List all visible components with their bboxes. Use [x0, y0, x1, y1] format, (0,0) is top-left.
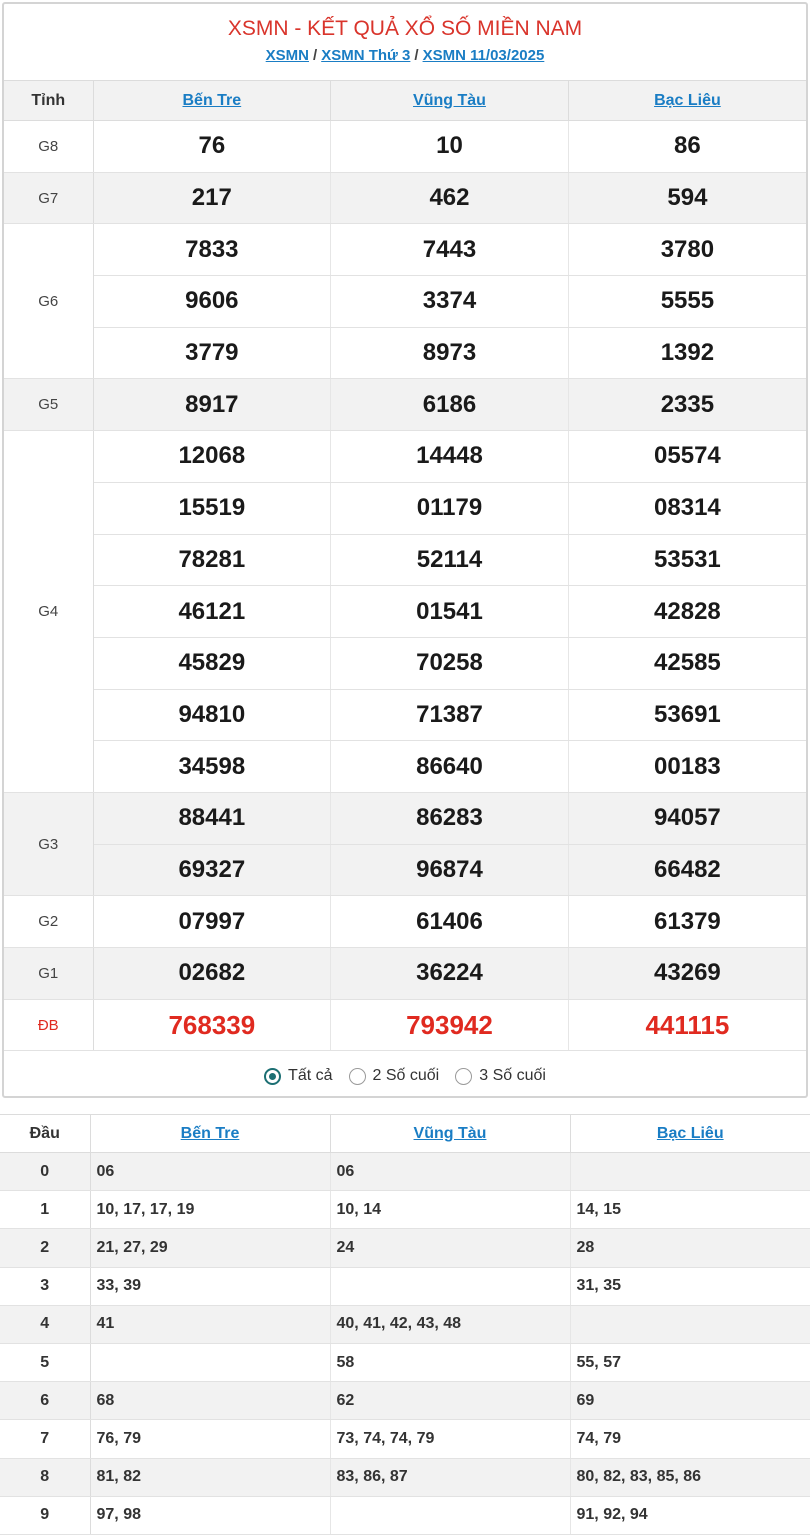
loto-head-digit: 1: [0, 1191, 90, 1229]
prize-number: 6186: [331, 379, 569, 431]
prize-row: [4, 121, 806, 173]
special-prize-number: 441115: [568, 999, 806, 1051]
loto-tail-values: [330, 1496, 570, 1534]
prize-number: 52114: [331, 534, 569, 586]
results-header-row: [4, 81, 806, 121]
loto-province-link-bac-lieu[interactable]: Bạc Liêu: [570, 1115, 810, 1153]
prize-number: 78281: [93, 534, 331, 586]
prize-row: [4, 172, 806, 224]
prize-label: G8: [4, 121, 93, 173]
filter-label: Tất cả: [288, 1067, 333, 1085]
breadcrumb-separator: /: [414, 47, 419, 64]
loto-head-digit: 2: [0, 1229, 90, 1267]
prize-row: [4, 896, 806, 948]
loto-tail-values: 21, 27, 29: [90, 1229, 330, 1267]
prize-row: [4, 586, 806, 638]
prize-row: [4, 379, 806, 431]
prize-number: 61379: [568, 896, 806, 948]
prize-row: [4, 431, 806, 483]
loto-tail-values: 80, 82, 83, 85, 86: [570, 1458, 810, 1496]
prize-row: [4, 741, 806, 793]
breadcrumb-xsmn-date[interactable]: XSMN 11/03/2025: [422, 47, 545, 64]
prize-row: [4, 637, 806, 689]
loto-tail-values: 41: [90, 1305, 330, 1343]
prize-number: 88441: [93, 792, 331, 844]
prize-number: 76: [93, 121, 331, 173]
province-link-bac-lieu[interactable]: Bạc Liêu: [568, 81, 806, 121]
prize-number: 3780: [568, 224, 806, 276]
loto-row: [0, 1343, 810, 1381]
loto-tail-values: [570, 1153, 810, 1191]
prize-number: 71387: [331, 689, 569, 741]
results-header: [4, 4, 806, 80]
prize-number: 05574: [568, 431, 806, 483]
loto-tail-values: 91, 92, 94: [570, 1496, 810, 1534]
prize-number: 1392: [568, 327, 806, 379]
results-table: [4, 80, 806, 1051]
special-prize-number: 768339: [93, 999, 331, 1051]
prize-row: [4, 327, 806, 379]
loto-row: [0, 1153, 810, 1191]
prize-number: 34598: [93, 741, 331, 793]
prize-number: 53531: [568, 534, 806, 586]
loto-tail-values: 06: [90, 1153, 330, 1191]
prize-number: 86283: [331, 792, 569, 844]
prize-number: 61406: [331, 896, 569, 948]
loto-row: [0, 1191, 810, 1229]
loto-tail-values: 55, 57: [570, 1343, 810, 1381]
prize-number: 8917: [93, 379, 331, 431]
prize-number: 3779: [93, 327, 331, 379]
prize-number: 01179: [331, 482, 569, 534]
province-link-ben-tre[interactable]: Bến Tre: [93, 81, 331, 121]
prize-number: 86: [568, 121, 806, 173]
loto-tail-values: 68: [90, 1382, 330, 1420]
prize-label: G5: [4, 379, 93, 431]
prize-number: 53691: [568, 689, 806, 741]
loto-province-link-vung-tau[interactable]: Vũng Tàu: [330, 1115, 570, 1153]
page-title: XSMN - KẾT QUẢ XỔ SỐ MIỀN NAM: [227, 17, 583, 40]
loto-head-digit: 6: [0, 1382, 90, 1420]
prize-number: 94810: [93, 689, 331, 741]
loto-row: [0, 1229, 810, 1267]
loto-head-digit: 7: [0, 1420, 90, 1458]
loto-tail-values: 24: [330, 1229, 570, 1267]
prize-number: 42828: [568, 586, 806, 638]
prize-row: [4, 792, 806, 844]
loto-row: [0, 1382, 810, 1420]
filter-label: 3 Số cuối: [479, 1067, 546, 1085]
prize-label: G2: [4, 896, 93, 948]
prize-number: 01541: [331, 586, 569, 638]
loto-tail-values: [330, 1267, 570, 1305]
prize-number: 94057: [568, 792, 806, 844]
breadcrumb-xsmn-thu3[interactable]: XSMN Thứ 3: [321, 47, 411, 64]
prize-number: 02682: [93, 948, 331, 1000]
prize-number: 12068: [93, 431, 331, 483]
filter-option-last-3[interactable]: [455, 1067, 546, 1085]
radio-unchecked-icon[interactable]: [349, 1068, 366, 1085]
prize-number: 00183: [568, 741, 806, 793]
prize-number: 66482: [568, 844, 806, 896]
loto-tail-values: 74, 79: [570, 1420, 810, 1458]
loto-tail-values: 69: [570, 1382, 810, 1420]
loto-tail-values: 06: [330, 1153, 570, 1191]
loto-tail-values: 62: [330, 1382, 570, 1420]
loto-head-digit: 5: [0, 1343, 90, 1381]
column-header-dau: Đầu: [0, 1115, 90, 1153]
loto-tail-values: 31, 35: [570, 1267, 810, 1305]
loto-tail-values: 76, 79: [90, 1420, 330, 1458]
loto-row: [0, 1458, 810, 1496]
loto-tail-values: [90, 1343, 330, 1381]
prize-number: 10: [331, 121, 569, 173]
prize-number: 86640: [331, 741, 569, 793]
prize-number: 5555: [568, 276, 806, 328]
loto-row: [0, 1420, 810, 1458]
prize-label: ĐB: [4, 999, 93, 1051]
prize-label: G1: [4, 948, 93, 1000]
radio-checked-icon[interactable]: [264, 1068, 281, 1085]
filter-label: 2 Số cuối: [372, 1067, 440, 1085]
prize-number: 8973: [331, 327, 569, 379]
loto-head-digit: 0: [0, 1153, 90, 1191]
prize-number: 7833: [93, 224, 331, 276]
prize-row: [4, 999, 806, 1051]
prize-label: G6: [4, 224, 93, 379]
loto-header-row: [0, 1115, 810, 1153]
prize-number: 42585: [568, 637, 806, 689]
prize-number: 07997: [93, 896, 331, 948]
loto-province-link-ben-tre[interactable]: Bến Tre: [90, 1115, 330, 1153]
loto-tail-values: 97, 98: [90, 1496, 330, 1534]
loto-tail-values: 28: [570, 1229, 810, 1267]
prize-number: 7443: [331, 224, 569, 276]
loto-tail-values: [570, 1305, 810, 1343]
prize-number: 96874: [331, 844, 569, 896]
loto-tail-values: 73, 74, 74, 79: [330, 1420, 570, 1458]
breadcrumb: [4, 46, 806, 66]
digit-filter-group: [4, 1051, 806, 1101]
prize-number: 43269: [568, 948, 806, 1000]
radio-unchecked-icon[interactable]: [455, 1068, 472, 1085]
loto-tail-values: 33, 39: [90, 1267, 330, 1305]
loto-tail-values: 10, 17, 17, 19: [90, 1191, 330, 1229]
breadcrumb-separator: /: [313, 47, 318, 64]
prize-number: 594: [568, 172, 806, 224]
prize-number: 14448: [331, 431, 569, 483]
loto-tail-values: 40, 41, 42, 43, 48: [330, 1305, 570, 1343]
loto-tail-values: 83, 86, 87: [330, 1458, 570, 1496]
prize-label: G4: [4, 431, 93, 793]
loto-head-digit: 4: [0, 1305, 90, 1343]
filter-option-last-2[interactable]: [349, 1067, 440, 1085]
loto-row: [0, 1496, 810, 1534]
prize-row: [4, 948, 806, 1000]
results-panel: [2, 2, 808, 1098]
prize-row: [4, 482, 806, 534]
prize-row: [4, 689, 806, 741]
loto-tail-values: 10, 14: [330, 1191, 570, 1229]
prize-number: 45829: [93, 637, 331, 689]
loto-tail-values: 58: [330, 1343, 570, 1381]
loto-table: [0, 1114, 810, 1535]
prize-number: 08314: [568, 482, 806, 534]
prize-row: [4, 844, 806, 896]
prize-row: [4, 224, 806, 276]
prize-number: 15519: [93, 482, 331, 534]
prize-label: G3: [4, 792, 93, 895]
prize-number: 462: [331, 172, 569, 224]
prize-number: 46121: [93, 586, 331, 638]
special-prize-number: 793942: [331, 999, 569, 1051]
prize-label: G7: [4, 172, 93, 224]
prize-number: 70258: [331, 637, 569, 689]
prize-number: 3374: [331, 276, 569, 328]
prize-number: 2335: [568, 379, 806, 431]
prize-number: 9606: [93, 276, 331, 328]
prize-row: [4, 534, 806, 586]
loto-row: [0, 1305, 810, 1343]
loto-tail-values: 81, 82: [90, 1458, 330, 1496]
loto-head-digit: 3: [0, 1267, 90, 1305]
loto-section: [0, 1114, 810, 1535]
prize-number: 36224: [331, 948, 569, 1000]
prize-number: 69327: [93, 844, 331, 896]
prize-row: [4, 276, 806, 328]
column-header-tinh: Tỉnh: [4, 81, 93, 121]
filter-option-all[interactable]: [264, 1067, 332, 1085]
loto-tail-values: 14, 15: [570, 1191, 810, 1229]
breadcrumb-xsmn[interactable]: XSMN: [265, 47, 310, 64]
loto-head-digit: 8: [0, 1458, 90, 1496]
loto-head-digit: 9: [0, 1496, 90, 1534]
province-link-vung-tau[interactable]: Vũng Tàu: [331, 81, 569, 121]
prize-number: 217: [93, 172, 331, 224]
loto-row: [0, 1267, 810, 1305]
